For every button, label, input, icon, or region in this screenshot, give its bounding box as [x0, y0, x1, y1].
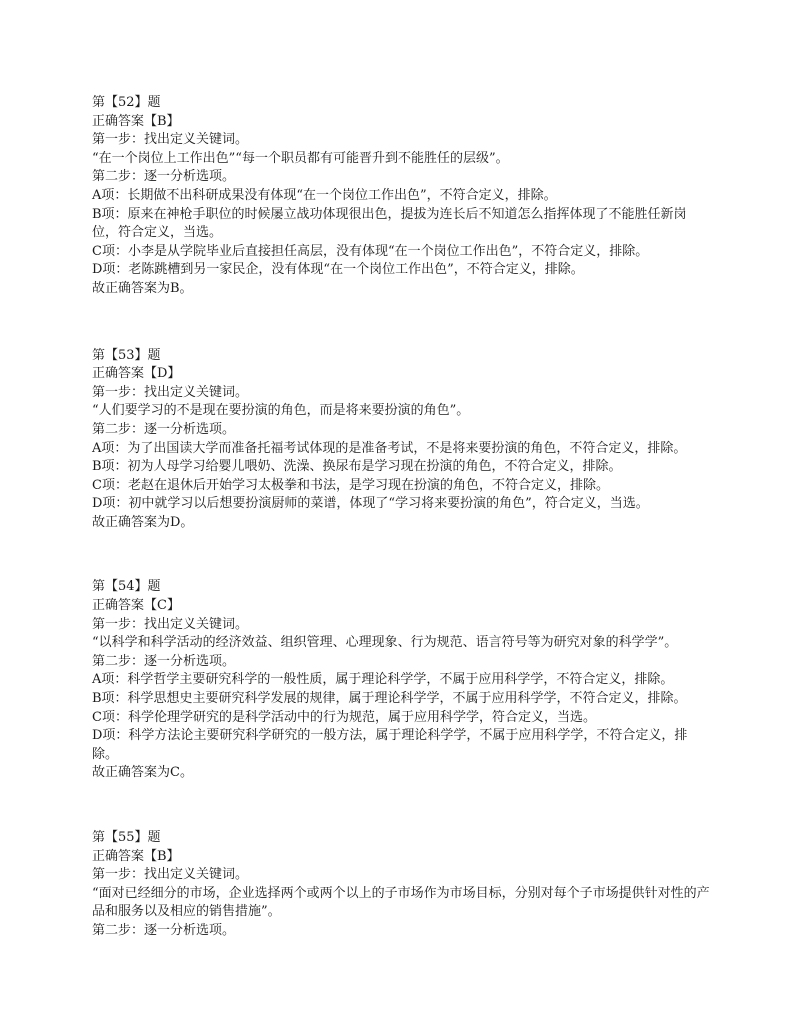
correct-answer: 正确答案【D】	[92, 366, 181, 382]
option-b-analysis: B项：原来在神枪手职位的时候屡立战功体现很出色，提拔为连长后不知道怎么指挥体现了不能胜任新岗位，符合定义，当选。	[92, 206, 687, 241]
question-block-53	[92, 347, 712, 533]
explanation-line: 第二步：逐一分析选项。	[92, 421, 236, 437]
question-block-54	[92, 578, 712, 783]
correct-answer: 正确答案【B】	[92, 113, 180, 129]
option-a-analysis: A项：长期做不出科研成果没有体现“在一个岗位工作出色”，不符合定义，排除。	[92, 187, 557, 203]
explanation-line: 第一步：找出定义关键词。	[92, 867, 249, 883]
question-title: 第【54】题	[92, 579, 161, 595]
question-block-52	[92, 94, 712, 299]
question-title: 第【52】题	[92, 95, 161, 110]
question-block-55	[92, 829, 712, 941]
question-title: 第【55】题	[92, 830, 161, 845]
conclusion-line: 故正确答案为D。	[92, 514, 194, 530]
explanation-line: 第二步：逐一分析选项。	[92, 169, 236, 185]
conclusion-line: 故正确答案为C。	[92, 765, 193, 781]
explanation-line: “在一个岗位上工作出色”“每一个职员都有可能晋升到不能胜任的层级”。	[92, 150, 509, 166]
option-d-analysis: D项：初中就学习以后想要扮演厨师的菜谱，体现了“学习将来要扮演的角色”，符合定义，当选。	[92, 496, 649, 512]
conclusion-line: 故正确答案为B。	[92, 280, 193, 296]
option-d-analysis: D项：老陈跳槽到另一家民企，没有体现“在一个岗位工作出色”，不符合定义，排除。	[92, 262, 584, 278]
option-b-analysis: B项：初为人母学习给婴儿喂奶、洗澡、换尿布是学习现在扮演的角色，不符合定义，排除。	[92, 459, 622, 475]
document-page	[92, 94, 712, 941]
explanation-line: 第一步：找出定义关键词。	[92, 132, 249, 148]
explanation-line: “以科学和科学活动的经济效益、组织管理、心理现象、行为规范、语言符号等为研究对象的科学学”。	[92, 635, 678, 651]
option-a-analysis: A项：为了出国读大学而准备托福考试体现的是准备考试，不是将来要扮演的角色，不符合定义，排除。	[92, 440, 687, 456]
explanation-line: “面对已经细分的市场，企业选择两个或两个以上的子市场作为市场目标，分别对每个子市场提供针对性的产品和服务以及相应的销售措施”。	[92, 885, 710, 920]
explanation-line: 第一步：找出定义关键词。	[92, 616, 249, 632]
explanation-line: 第一步：找出定义关键词。	[92, 384, 249, 400]
option-b-analysis: B项：科学思想史主要研究科学发展的规律，属于理论科学学，不属于应用科学学，不符合定义，排除。	[92, 691, 687, 707]
option-d-analysis: D项：科学方法论主要研究科学研究的一般方法，属于理论科学学，不属于应用科学学，不符合定义，排除。	[92, 728, 688, 762]
option-c-analysis: C项：小李是从学院毕业后直接担任高层，没有体现“在一个岗位工作出色”，不符合定义，排除。	[92, 243, 649, 259]
option-a-analysis: A项：科学哲学主要研究科学的一般性质，属于理论科学学，不属于应用科学学，不符合定义，排除。	[92, 672, 674, 688]
explanation-line: “人们要学习的不是现在要扮演的角色，而是将来要扮演的角色”。	[92, 403, 470, 419]
explanation-line: 第二步：逐一分析选项。	[92, 922, 236, 938]
correct-answer: 正确答案【C】	[92, 598, 180, 614]
question-title: 第【53】题	[92, 347, 161, 363]
explanation-line: 第二步：逐一分析选项。	[92, 653, 236, 669]
option-c-analysis: C项：科学伦理学研究的是科学活动中的行为规范，属于应用科学学，符合定义，当选。	[92, 709, 596, 725]
option-c-analysis: C项：老赵在退休后开始学习太极拳和书法，是学习现在扮演的角色，不符合定义，排除。	[92, 477, 609, 493]
correct-answer: 正确答案【B】	[92, 848, 180, 864]
